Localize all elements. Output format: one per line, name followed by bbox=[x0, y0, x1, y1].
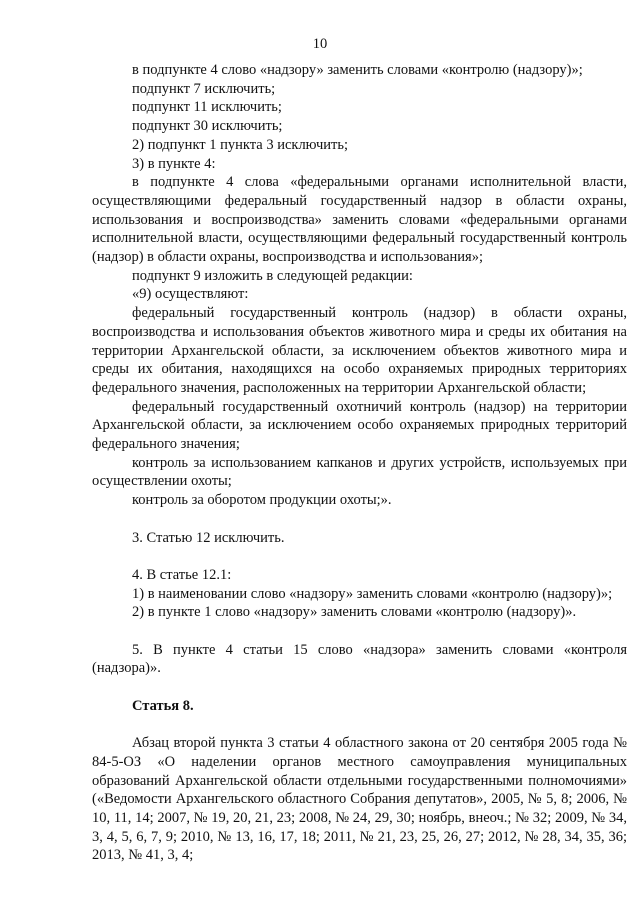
paragraph: 3. Статью 12 исключить. bbox=[132, 529, 285, 546]
paragraph: контроль за оборотом продукции охоты;». bbox=[132, 492, 392, 509]
paragraph: 3) в пункте 4: bbox=[132, 155, 216, 172]
blank-line bbox=[92, 622, 627, 641]
paragraph: подпункт 9 изложить в следующей редакции: bbox=[132, 267, 413, 284]
paragraph: подпункт 30 исключить; bbox=[132, 118, 283, 135]
page-number: 10 bbox=[312, 36, 328, 52]
paragraph: федеральный государственный контроль (надзор) в области охраны, воспроизводства и использования объектов животного мира и среды их обитания на территории Архангельской области, за исключением объектов животного мира и среды их обитания, находящихся на особо охраняемых природных территориях федерального значения, расположенных на территории Архангельской области; bbox=[92, 305, 627, 396]
paragraph: 1) в наименовании слово «надзору» заменить словами «контролю (надзору)»; bbox=[132, 585, 613, 602]
paragraph: федеральный государственный охотничий контроль (надзор) на территории Архангельской области, за исключением особо охраняемых природных территорий федерального значения; bbox=[92, 398, 627, 453]
paragraph: в подпункте 4 слово «надзору» заменить словами «контролю (надзору)»; bbox=[132, 62, 583, 78]
paragraph: подпункт 7 исключить; bbox=[132, 80, 276, 97]
blank-line bbox=[92, 510, 627, 529]
article-heading: Статья 8. bbox=[132, 697, 194, 714]
paragraph: Абзац второй пункта 3 статьи 4 областного закона от 20 сентября 2005 года № 84-5-ОЗ «О наделении органов местного самоуправления муниципальных образований Архангельской области отдельными государственными полномочиями» («Ведомости Архангельского областного Собрания депутатов», 2005, № 5, 8; 2006, № 10, 11, 14; 2007, № 19, 20, 21, 23; 2008, № 24, 29, 30; ноябрь, внеоч.; № 32; 2009, № 34, 3, 4, 5, 6, 7, 9; 2010, № 13, 16, 17, 18; 2011, № 21, 23, 25, 26, 27; 2012, № 28, 34, 35, 36; 2013, № 41, 3, 4; bbox=[92, 735, 627, 864]
paragraph: 2) подпункт 1 пункта 3 исключить; bbox=[132, 136, 348, 153]
paragraph: контроль за использованием капканов и других устройств, используемых при осуществлении охоты; bbox=[92, 454, 627, 490]
paragraph: 2) в пункте 1 слово «надзору» заменить словами «контролю (надзору)». bbox=[132, 604, 577, 621]
blank-line bbox=[92, 678, 627, 697]
paragraph: 4. В статье 12.1: bbox=[132, 566, 232, 583]
blank-line bbox=[92, 547, 627, 566]
paragraph: в подпункте 4 слова «федеральными органами исполнительной власти, осуществляющими федеральный государственный надзор в области охраны, использования и воспроизводства» заменить словами «федеральными органами исполнительной власти, осуществляющими федеральный государственный контроль (надзор) в области охраны, воспроизводства и использования»; bbox=[92, 174, 627, 266]
blank-line bbox=[92, 716, 627, 735]
paragraph: 5. В пункте 4 статьи 15 слово «надзора» заменить словами «контроля (надзора)». bbox=[92, 641, 627, 677]
document-body bbox=[92, 61, 627, 865]
paragraph: «9) осуществляют: bbox=[132, 286, 249, 303]
paragraph: подпункт 11 исключить; bbox=[132, 99, 282, 116]
